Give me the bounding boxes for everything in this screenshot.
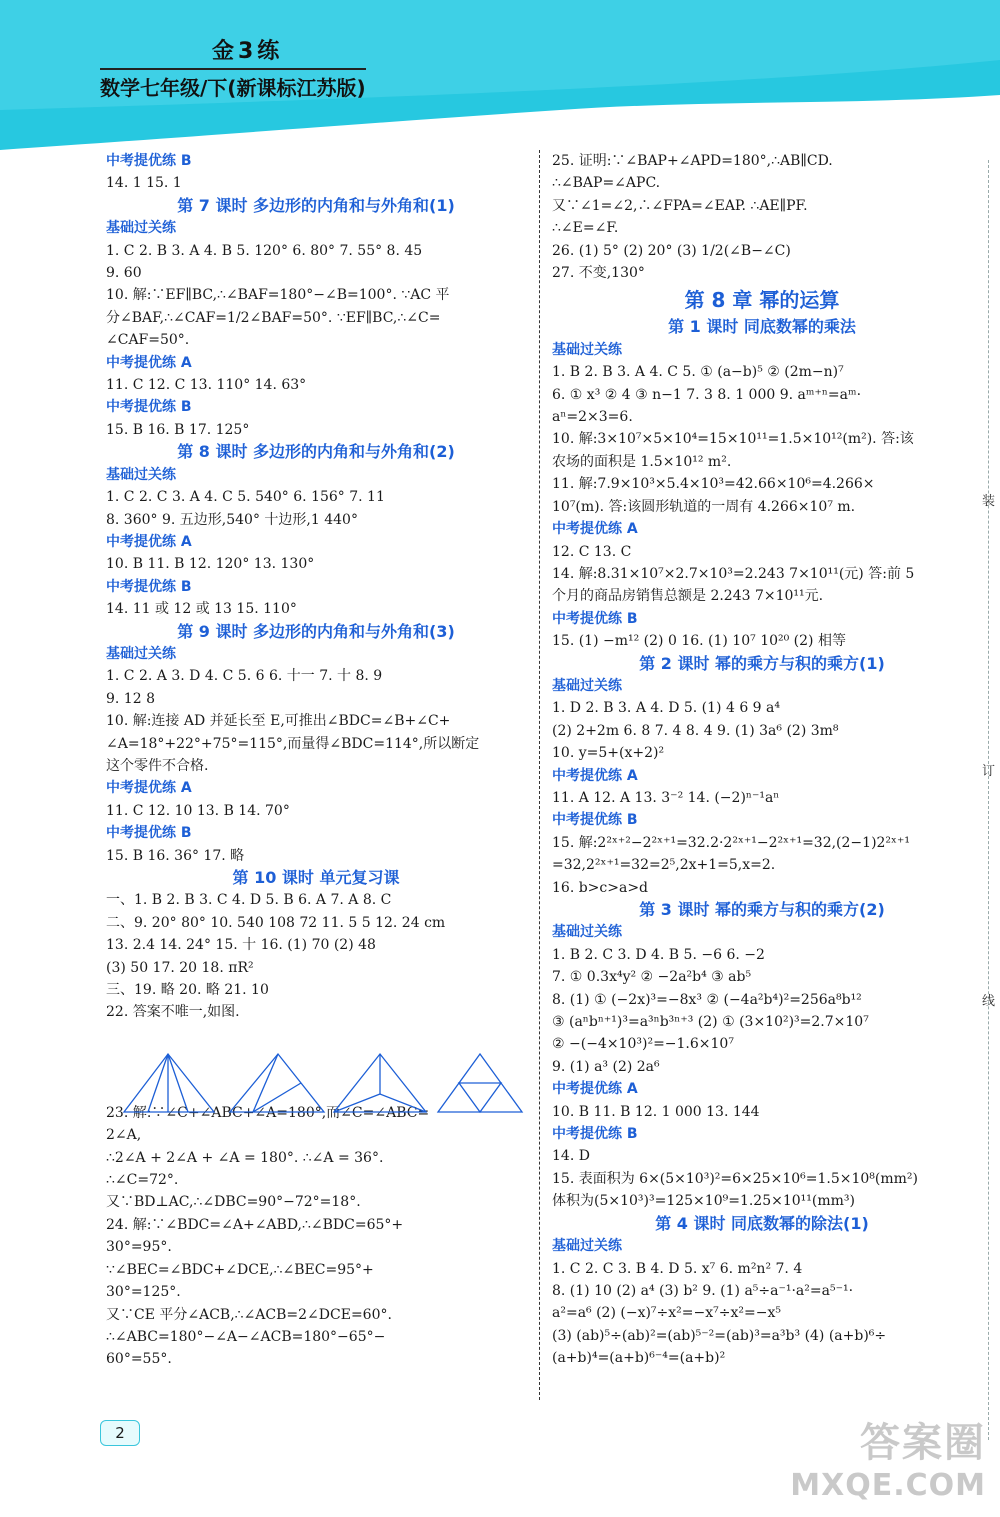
- right-column: [552, 150, 972, 1370]
- section-heading: 中考提优练 B: [552, 812, 638, 829]
- triangle-figure-3: [334, 1054, 426, 1112]
- answer-line: (3) 50 17. 20 18. πR²: [106, 959, 254, 976]
- section-heading: 中考提优练 B: [106, 399, 192, 416]
- answer-line: 14. D: [552, 1148, 590, 1165]
- answer-line: 15. (1) −m¹² (2) 0 16. (1) 10⁷ 10²⁰ (2) 相等: [552, 633, 846, 650]
- answer-line: 7. ① 0.3x⁴y² ② −2a²b⁴ ③ ab⁵: [552, 969, 752, 986]
- section-heading: 中考提优练 B: [106, 578, 192, 595]
- answer-line: 27. 不变,130°: [552, 265, 645, 282]
- answer-line: 9. 12 8: [106, 690, 155, 707]
- answer-line: 10. 解:3×10⁷×5×10⁴=15×10¹¹=1.5×10¹²(m²). 答:该: [552, 431, 914, 448]
- watermark-url: MXQE.COM: [790, 1468, 986, 1503]
- lesson-title: 第 10 课时 单元复习课: [232, 868, 400, 887]
- section-heading: 中考提优练 B: [552, 610, 638, 627]
- answer-line: 一、1. B 2. B 3. C 4. D 5. B 6. A 7. A 8. C: [106, 892, 392, 909]
- binding-mark-1: 装: [982, 494, 996, 509]
- triangle-figure-4: [438, 1054, 522, 1112]
- answer-line: 三、19. 略 20. 略 21. 10: [106, 982, 269, 999]
- section-heading: 中考提优练 A: [106, 780, 192, 797]
- answer-line: 22. 答案不唯一,如图.: [106, 1004, 240, 1021]
- answer-line: 14. 1 15. 1: [106, 175, 182, 192]
- answer-line: aⁿ=2×3=6.: [552, 409, 633, 426]
- lesson-title: 第 7 课时 多边形的内角和与外角和(1): [177, 195, 455, 215]
- section-heading: 中考提优练 B: [106, 153, 192, 169]
- answer-line: ∵∠BEC=∠BDC+∠DCE,∴∠BEC=95°+: [106, 1261, 374, 1278]
- section-heading: 中考提优练 A: [552, 1081, 638, 1098]
- answer-line: 15. B 16. 36° 17. 略: [106, 847, 245, 864]
- watermark-logo-text: 答案圈: [860, 1420, 986, 1466]
- answer-line: 1. B 2. C 3. D 4. B 5. −6 6. −2: [552, 946, 765, 963]
- binding-edge: [988, 160, 989, 1440]
- answer-line: 分∠BAF,∴∠CAF=1/2∠BAF=50°. ∵EF∥BC,∴∠C=: [106, 309, 441, 326]
- answer-line: 1. C 2. C 3. A 4. C 5. 540° 6. 156° 7. 11: [106, 489, 385, 506]
- series-title: 金3练: [212, 39, 284, 64]
- answer-line: 25. 证明:∵∠BAP+∠APD=180°,∴AB∥CD.: [552, 153, 833, 169]
- answer-line: 9. (1) a³ (2) 2a⁶: [552, 1058, 660, 1075]
- answer-line: 8. 360° 9. 五边形,540° 十边形,1 440°: [106, 511, 358, 528]
- answer-line: 11. A 12. A 13. 3⁻² 14. (−2)ⁿ⁻¹aⁿ: [552, 789, 780, 806]
- answer-line: 1. B 2. B 3. A 4. C 5. ① (a−b)⁵ ② (2m−n)⁷: [552, 364, 844, 381]
- answer-line: ③ (aⁿbⁿ⁺¹)³=a³ⁿb³ⁿ⁺³ (2) ① (3×10²)³=2.7×10⁷: [552, 1014, 869, 1031]
- answer-line: 15. B 16. B 17. 125°: [106, 421, 250, 438]
- answer-line: 又∵BD⊥AC,∴∠DBC=90°−72°=18°.: [106, 1194, 361, 1211]
- section-heading: 基础过关练: [552, 1238, 622, 1255]
- section-heading: 中考提优练 A: [106, 533, 192, 550]
- answer-line: 1. D 2. B 3. A 4. D 5. (1) 4 6 9 a⁴: [552, 700, 780, 717]
- section-heading: 中考提优练 A: [552, 521, 638, 538]
- answer-line: a²=a⁶ (2) (−x)⁷÷x²=−x⁷÷x²=−x⁵: [552, 1305, 781, 1322]
- answer-line: 15. 表面积为 6×(5×10³)²=6×25×10⁶=1.5×10⁸(mm²): [552, 1170, 918, 1187]
- answer-line: 二、9. 20° 80° 10. 540 108 72 11. 5 5 12. 24 cm: [106, 914, 446, 931]
- section-heading: 基础过关练: [552, 677, 622, 694]
- answer-line: 10. y=5+(x+2)²: [552, 745, 665, 762]
- watermark: [790, 1411, 986, 1503]
- lesson-title: 第 1 课时 同底数幂的乘法: [668, 317, 856, 337]
- lesson-title: 第 9 课时 多边形的内角和与外角和(3): [177, 621, 455, 641]
- section-heading: 中考提优练 B: [552, 1126, 638, 1143]
- answer-line: 6. ① x³ ② 4 ③ n−1 7. 3 8. 1 000 9. aᵐ⁺ⁿ=aᵐ·: [552, 386, 862, 403]
- page-number: 2: [100, 1420, 140, 1446]
- answer-line: 9. 60: [106, 265, 142, 282]
- answer-line: 10. B 11. B 12. 120° 13. 130°: [106, 556, 315, 573]
- answer-line: 10⁷(m). 答:该圆形轨道的一周有 4.266×10⁷ m.: [552, 498, 856, 515]
- answer-line: 1. C 2. A 3. D 4. C 5. 6 6. 十一 7. 十 8. 9: [106, 668, 383, 685]
- answer-line: 15. 解:2²ˣ⁺²−2²ˣ⁺¹=32.2·2²ˣ⁺¹−2²ˣ⁺¹=32,(2−1)2²ˣ⁺¹: [552, 834, 910, 851]
- section-heading: 基础过关练: [552, 924, 622, 941]
- answer-line: ∠A=18°+22°+75°=115°,而量得∠BDC=114°,所以断定: [106, 735, 480, 752]
- answer-line: ∴∠C=72°.: [106, 1172, 179, 1189]
- answer-line: 14. 解:8.31×10⁷×2.7×10³=2.243 7×10¹¹(元) 答:前 5: [552, 565, 915, 582]
- section-heading: 中考提优练 B: [106, 825, 192, 842]
- lesson-title: 第 8 课时 多边形的内角和与外角和(2): [177, 442, 455, 462]
- answer-line: ∴∠ABC=180°−∠A−∠ACB=180°−65°−: [106, 1328, 386, 1345]
- section-heading: 基础过关练: [106, 220, 176, 237]
- answer-line: ∴∠BAP=∠APC.: [552, 175, 661, 192]
- answer-line: 2∠A,: [106, 1127, 142, 1144]
- binding-mark-3: 线: [982, 994, 996, 1009]
- answer-line: 12. C 13. C: [552, 543, 632, 560]
- answer-line: 11. C 12. 10 13. B 14. 70°: [106, 802, 290, 819]
- answer-line: 8. (1) 10 (2) a⁴ (3) b² 9. (1) a⁵÷a⁻¹·a²=a⁵⁻¹·: [552, 1282, 854, 1299]
- answer-line: 这个零件不合格.: [106, 757, 209, 774]
- answer-line: ∠CAF=50°.: [106, 332, 190, 349]
- section-heading: 中考提优练 A: [106, 354, 192, 371]
- answer-line: ∴∠E=∠F.: [552, 220, 619, 237]
- answer-line: (3) (ab)⁵÷(ab)²=(ab)⁵⁻²=(ab)³=a³b³ (4) (a+b)⁶÷: [552, 1327, 887, 1344]
- lesson-title: 第 2 课时 幂的乘方与积的乘方(1): [639, 653, 885, 673]
- answer-line: 23. 解:∵∠C+∠ABC+∠A=180°,而∠C=∠ABC=: [106, 1104, 430, 1121]
- answer-line: =32,2²ˣ⁺¹=32=2⁵,2x+1=5,x=2.: [552, 857, 776, 874]
- section-heading: 基础过关练: [106, 645, 176, 662]
- answer-line: 又∵CE 平分∠ACB,∴∠ACB=2∠DCE=60°.: [106, 1306, 392, 1323]
- triangle-figure-2: [230, 1054, 324, 1112]
- book-subtitle: 数学七年级/下(新课标江苏版): [100, 68, 366, 101]
- triangle-figure-1: [124, 1054, 214, 1112]
- answer-line: 农场的面积是 1.5×10¹² m².: [552, 453, 732, 470]
- answer-line: 30°=125°.: [106, 1284, 181, 1301]
- lesson-title: 第 3 课时 幂的乘方与积的乘方(2): [639, 900, 885, 919]
- header-band: [0, 0, 1000, 150]
- answer-line: 11. C 12. C 13. 110° 14. 63°: [106, 377, 307, 394]
- column-divider: [539, 150, 540, 1400]
- answer-line: 体积为(5×10³)³=125×10⁹=1.25×10¹¹(mm³): [552, 1193, 855, 1210]
- answer-line: ② −(−4×10³)²=−1.6×10⁷: [552, 1036, 734, 1053]
- section-heading: 中考提优练 A: [552, 767, 638, 784]
- answer-line: 又∵∠1=∠2,∴∠FPA=∠EAP. ∴AE∥PF.: [552, 197, 808, 214]
- answer-line: 60°=55°.: [106, 1351, 172, 1368]
- answer-line: 24. 解:∵∠BDC=∠A+∠ABD,∴∠BDC=65°+: [106, 1216, 404, 1233]
- lesson-title: 第 4 课时 同底数幂的除法(1): [655, 1213, 869, 1233]
- binding-mark-2: 订: [982, 764, 996, 779]
- answer-line: (2) 2+2m 6. 8 7. 4 8. 4 9. (1) 3a⁶ (2) 3m⁸: [552, 722, 839, 739]
- answer-line: 11. 解:7.9×10³×5.4×10³=42.66×10⁶=4.266×: [552, 476, 875, 493]
- answer-line: (a+b)⁴=(a+b)⁶⁻⁴=(a+b)²: [552, 1350, 726, 1367]
- answer-line: 14. 11 或 12 或 13 15. 110°: [106, 601, 297, 618]
- answer-line: 1. C 2. B 3. A 4. B 5. 120° 6. 80° 7. 55° 8. 45: [106, 242, 423, 259]
- section-heading: 基础过关练: [552, 341, 622, 358]
- answer-line: 个月的商品房销售总额是 2.243 7×10¹¹元.: [552, 588, 824, 605]
- chapter-title: 第 8 章 幂的运算: [684, 288, 840, 313]
- answer-line: 30°=95°.: [106, 1239, 172, 1256]
- left-column: [106, 150, 526, 1371]
- section-heading: 基础过关练: [106, 466, 176, 483]
- triangle-figures: [118, 1050, 528, 1116]
- answer-line: ∴2∠A + 2∠A + ∠A = 180°. ∴∠A = 36°.: [106, 1149, 384, 1166]
- answer-line: 8. (1) ① (−2x)³=−8x³ ② (−4a²b⁴)²=256a⁸b¹²: [552, 991, 862, 1008]
- answer-line: 10. 解:连接 AD 并延长至 E,可推出∠BDC=∠B+∠C+: [106, 713, 451, 730]
- answer-line: 1. C 2. C 3. B 4. D 5. x⁷ 6. m²n² 7. 4: [552, 1260, 803, 1277]
- answer-line: 26. (1) 5° (2) 20° (3) 1/2(∠B−∠C): [552, 242, 791, 259]
- answer-line: 13. 2.4 14. 24° 15. 十 16. (1) 70 (2) 48: [106, 937, 376, 954]
- answer-line: 10. B 11. B 12. 1 000 13. 144: [552, 1103, 760, 1120]
- answer-line: 10. 解:∵EF∥BC,∴∠BAF=180°−∠B=100°. ∵AC 平: [106, 287, 450, 304]
- answer-line: 16. b>c>a>d: [552, 879, 649, 896]
